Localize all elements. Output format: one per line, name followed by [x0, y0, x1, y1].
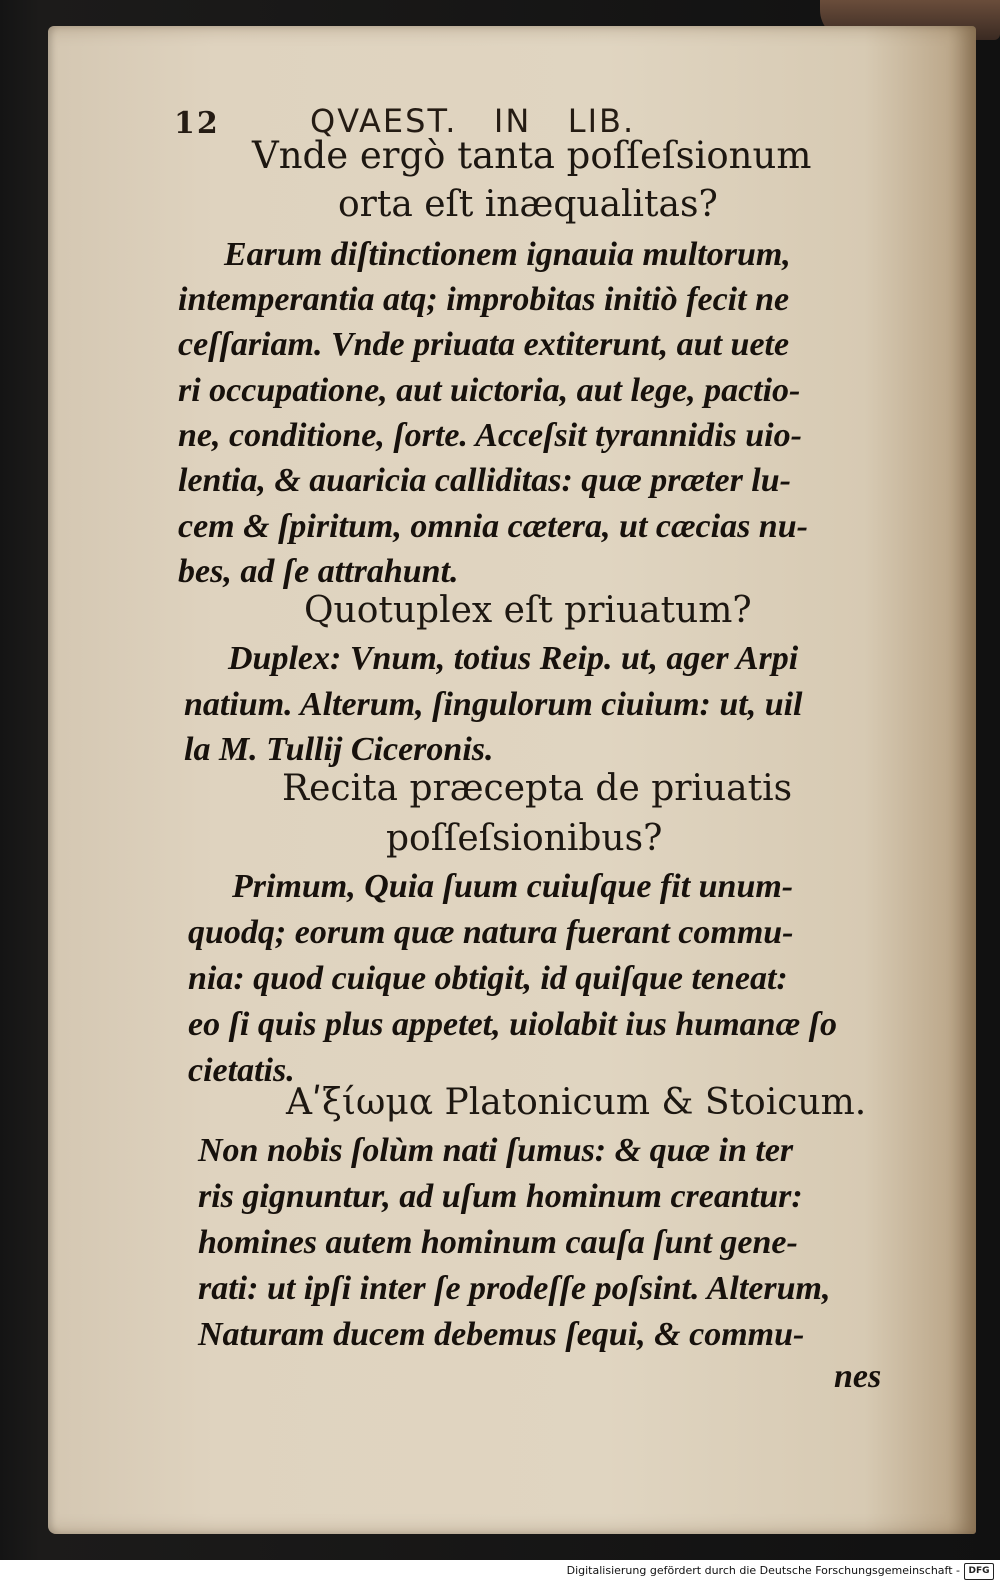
question-heading: Recita præcepta de priuatis: [282, 768, 793, 809]
answer-line: ri occupatione, aut uictoria, aut lege, pactio-: [178, 372, 801, 409]
question-heading: poſſeſsionibus?: [386, 818, 663, 859]
question-heading: orta eſt inæqualitas?: [338, 184, 718, 225]
answer-line: Primum, Quia ſuum cuiuſque fit unum-: [232, 868, 794, 905]
book-page: [48, 26, 976, 1534]
answer-line: intemperantia atq; improbitas initiò fecit ne: [178, 281, 790, 318]
answer-line: nia: quod cuique obtigit, id quiſque teneat:: [188, 960, 788, 997]
funding-credit: Digitalisierung gefördert durch die Deutsche Forschungsgemeinschaft -: [566, 1564, 960, 1577]
answer-line: cem & ſpiritum, omnia cætera, ut cæcias nu-: [178, 508, 808, 545]
answer-line: cietatis.: [188, 1052, 295, 1089]
answer-line: natium. Alterum, ſingulorum ciuium: ut, uil: [184, 686, 803, 723]
question-heading: Quotuplex eſt priuatum?: [304, 590, 752, 631]
answer-line: Non nobis ſolùm nati ſumus: & quæ in ter: [198, 1132, 794, 1169]
answer-line: ceſſariam. Vnde priuata extiterunt, aut uete: [178, 326, 790, 363]
answer-line: rati: ut ipſi inter ſe prodeſſe poſsint. Alterum,: [198, 1270, 831, 1307]
answer-line: Earum diſtinctionem ignauia multorum,: [224, 236, 791, 273]
page-number: 12: [174, 106, 220, 141]
section-heading: Aʹξίωμα Platonicum & Stoicum.: [286, 1082, 867, 1123]
answer-line: Naturam ducem debemus ſequi, & commu-: [198, 1316, 805, 1353]
question-heading: Vnde ergò tanta poſſeſsionum: [252, 134, 812, 177]
answer-line: ne, conditione, ſorte. Acceſsit tyrannidis uio-: [178, 417, 802, 454]
answer-line: lentia, & auaricia calliditas: quæ præter lu-: [178, 462, 791, 499]
answer-line: homines autem hominum cauſa ſunt gene-: [198, 1224, 798, 1261]
answer-line: bes, ad ſe attrahunt.: [178, 553, 459, 590]
answer-line: ris gignuntur, ad uſum hominum creantur:: [198, 1178, 803, 1215]
answer-line: eo ſi quis plus appetet, uiolabit ius humanæ ſo: [188, 1006, 837, 1043]
dfg-logo: DFG: [964, 1563, 994, 1580]
digitization-footer: [0, 1560, 1000, 1583]
running-title: QVAEST. IN LIB.: [310, 102, 636, 140]
catchword: nes: [834, 1358, 882, 1395]
answer-line: la M. Tullij Ciceronis.: [184, 731, 494, 768]
answer-line: quodq; eorum quæ natura fuerant commu-: [188, 914, 794, 951]
answer-line: Duplex: Vnum, totius Reip. ut, ager Arpi: [228, 640, 799, 677]
